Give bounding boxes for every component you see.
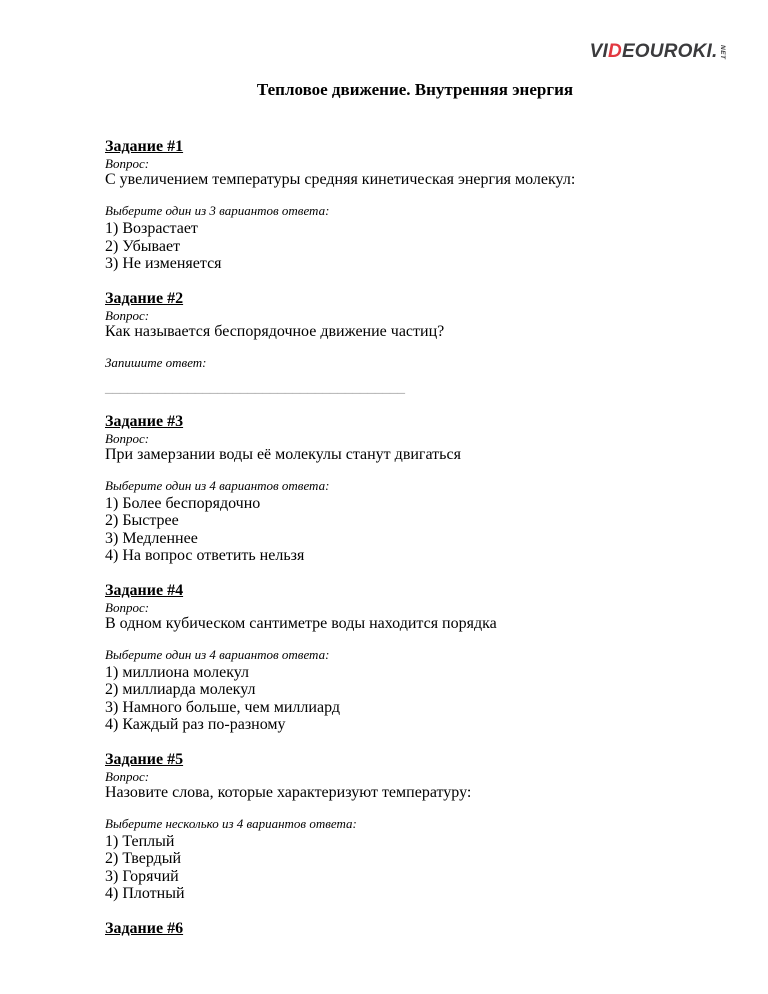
options-list <box>105 664 725 734</box>
task-block-5 <box>105 751 725 903</box>
task-block-1 <box>105 138 725 273</box>
answer-option: 4) Плотный <box>105 885 185 902</box>
answer-instruction: Выберите один из 3 вариантов ответа: <box>105 203 330 218</box>
logo-text-part2: EOUROKI <box>621 41 713 62</box>
question-label: Вопрос: <box>105 307 150 323</box>
task-heading: Задание #1 <box>105 138 184 155</box>
answer-instruction: Выберите один из 4 вариантов ответа: <box>105 477 330 493</box>
task-heading: Задание #6 <box>105 919 184 937</box>
task-block-4 <box>105 582 725 734</box>
logo-dot: . <box>712 41 718 62</box>
options-list <box>105 220 725 273</box>
task-heading: Задание #3 <box>105 412 184 430</box>
answer-instruction: Выберите несколько из 4 вариантов ответа: <box>105 815 357 831</box>
answer-option: 3) Не изменяется <box>105 255 222 272</box>
answer-option: 2) Быстрее <box>105 512 179 529</box>
answer-option: 3) Горячий <box>105 867 179 885</box>
question-label: Вопрос: <box>105 156 150 171</box>
answer-option: 2) миллиарда молекул <box>105 681 256 698</box>
question-text: Как называется беспорядочное движение частиц? <box>105 322 445 340</box>
answer-instruction: Выберите один из 4 вариантов ответа: <box>105 646 330 662</box>
answer-option: 3) Намного больше, чем миллиард <box>105 698 340 716</box>
answer-option: 2) Твердый <box>105 850 182 867</box>
question-text: Назовите слова, которые характеризуют температуру: <box>105 783 472 801</box>
task-heading: Задание #4 <box>105 581 184 599</box>
answer-option: 4) На вопрос ответить нельзя <box>105 547 305 564</box>
logo-net-suffix: NET <box>719 44 726 59</box>
logo-accent-letter: D <box>608 41 622 62</box>
answer-option: 1) Теплый <box>105 832 175 850</box>
question-text: С увеличением температуры средняя кинетическая энергия молекул: <box>105 171 576 188</box>
task-block-6 <box>105 920 725 938</box>
logo-text-part1: VI <box>589 41 609 62</box>
answer-option: 2) Убывает <box>105 237 181 255</box>
task-heading: Задание #2 <box>105 289 184 307</box>
question-text: В одном кубическом сантиметре воды находится порядка <box>105 614 497 632</box>
question-label: Вопрос: <box>105 599 150 615</box>
options-list <box>105 495 725 565</box>
answer-option: 1) Возрастает <box>105 220 198 237</box>
answer-option: 4) Каждый раз по-разному <box>105 716 286 733</box>
options-list <box>105 833 725 903</box>
answer-option: 1) Более беспорядочно <box>105 494 261 512</box>
task-block-2 <box>105 290 725 396</box>
answer-instruction: Запишите ответ: <box>105 354 207 370</box>
logo-row <box>105 42 725 62</box>
task-heading: Задание #5 <box>105 750 184 768</box>
question-label: Вопрос: <box>105 430 150 446</box>
videouroki-logo <box>590 42 725 62</box>
page-title: Тепловое движение. Внутренняя энергия <box>256 80 574 99</box>
answer-blank-line: ________________________________________ <box>105 379 405 396</box>
question-text: При замерзании воды её молекулы станут двигаться <box>105 445 461 463</box>
task-list <box>105 138 725 938</box>
answer-option: 3) Медленнее <box>105 529 198 547</box>
answer-option: 1) миллиона молекул <box>105 663 250 681</box>
question-label: Вопрос: <box>105 768 150 784</box>
task-block-3 <box>105 413 725 565</box>
